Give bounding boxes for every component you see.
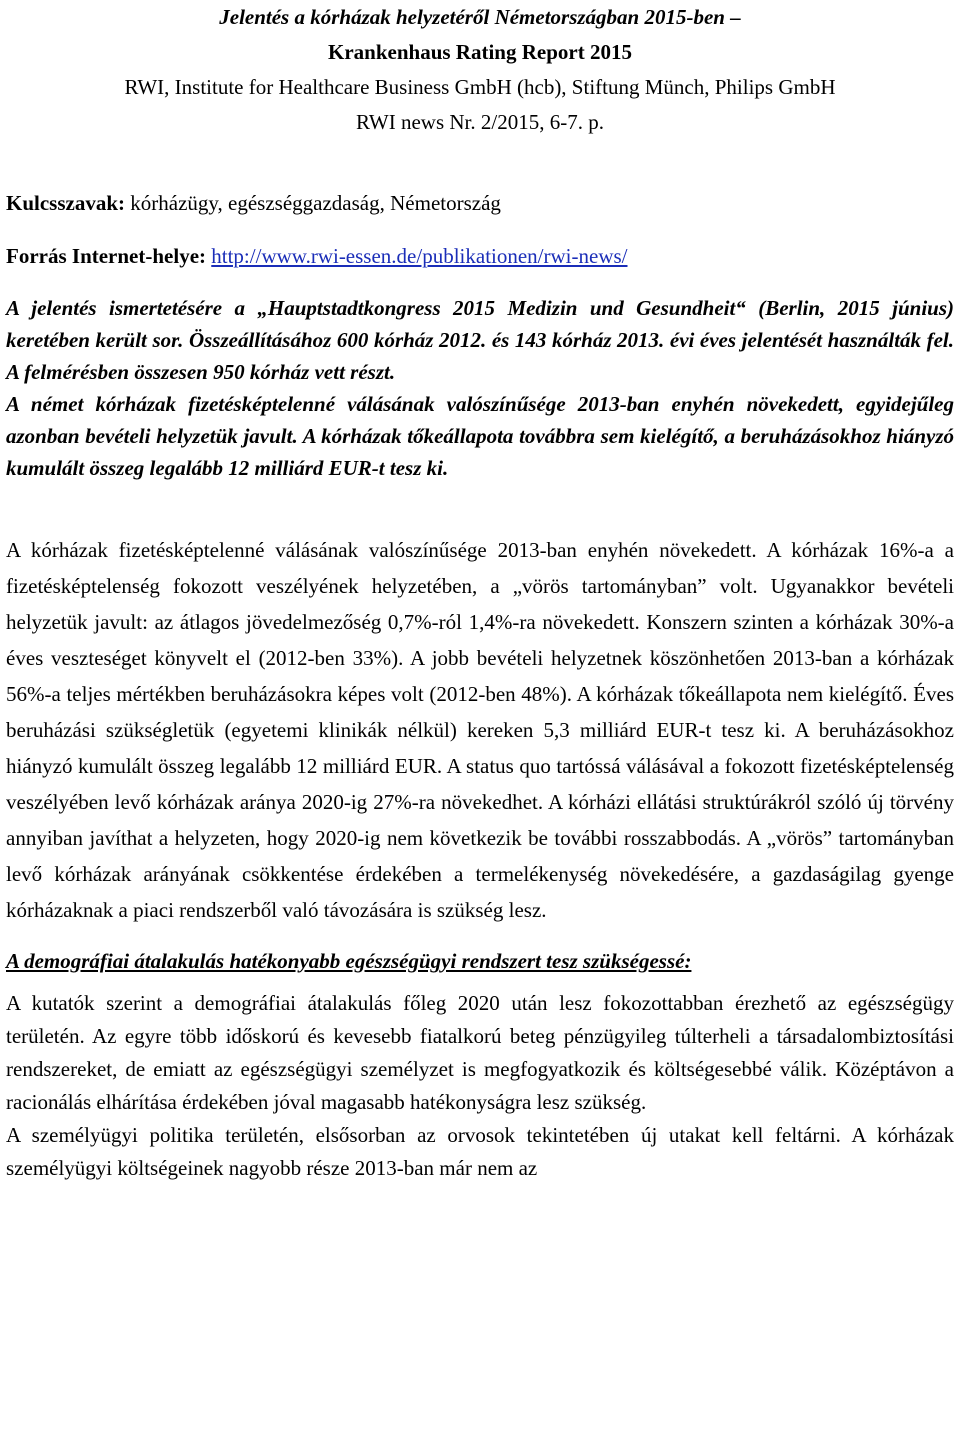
report-name: Krankenhaus Rating Report 2015 [328, 40, 632, 64]
main-text [6, 532, 954, 928]
document-header [6, 0, 954, 140]
document-page [6, 0, 954, 1185]
body-paragraph: A kórházak fizetésképtelenné válásának valószínűsége 2013-ban enyhén növekedett. A kórházak 16%-a a fizetésképtelenség fokozott veszélyének helyzetében, a „vörös tartományban” volt. Ugyanakkor bevételi helyzetük javult: az átlagos jövedelmezőség 0,7%-ról 1,4%-ra növekedett. Konszern szinten a kórházak 30%-a éves veszteséget könyvelt el (2012-ben 33%). A jobb bevételi helyzetnek köszönhetően 2013-ban a kórházak 56%-a teljes mértékben beruházásokra képes volt (2012-ben 48%). A kórházak tőkeállapota nem kielégítő. Éves beruházási szükségletük (egyetemi klinikák nélkül) kereken 5,3 milliárd EUR-t tesz ki. A beruházásokhoz hiányzó kumulált összeg legalább 12 milliárd EUR. A status quo tartóssá válásával a fokozott fizetésképtelenség veszélyében levő kórházak aránya 2020-ig 27%-ra növekedhet. A kórházi ellátási struktúrákról szóló új törvény annyiban javíthat a helyzeten, hogy 2020-ig nem következik be további rosszabbodás. A „vörös” tartományban levő kórházak arányának csökkentése érdekében a termelékenység növekedésére, a gazdaságilag gyenge kórházaknak a piaci rendszerből való távozására is szükség lesz. [6, 538, 954, 922]
keywords-value: kórházügy, egészséggazdaság, Németország [125, 191, 501, 215]
abstract-paragraph: A német kórházak fizetésképtelenné válásának valószínűsége 2013-ban enyhén növekedett, egyidejűleg azonban bevételi helyzetük javult. A kórházak tőkeállapota továbbra sem kielégítő, a beruházásokhoz hiányzó kumulált összeg legalább 12 milliárd EUR-t tesz ki. [6, 392, 954, 480]
keywords-line [6, 186, 954, 221]
section-heading: A demográfiai átalakulás hatékonyabb egészségügyi rendszert tesz szükségessé: [6, 949, 692, 973]
source-line [6, 239, 954, 274]
body-paragraph: A személyügyi politika területén, elsősorban az orvosok tekintetében új utakat kell feltárni. A kórházak személyügyi költségeinek nagyobb része 2013-ban már nem az [6, 1123, 954, 1180]
body-paragraph: A kutatók szerint a demográfiai átalakulás főleg 2020 után lesz fokozottabban érezhető az egészségügy területén. Az egyre több időskorú és kevesebb fiatalkorú beteg pénzügyileg túlterheli a társadalombiztosítási rendszereket, de emiatt az egészségügyi személyzet is megfogyatkozik és költségesebbé válik. Középtávon a racionálás elhárítása érdekében jóval magasabb hatékonyságra lesz szükség. [6, 991, 954, 1114]
section-text [6, 987, 954, 1185]
abstract-paragraph: A jelentés ismertetésére a „Hauptstadtkongress 2015 Medizin und Gesundheit“ (Berlin, 2015 június) keretében került sor. Összeállításához 600 kórház 2012. és 143 kórház 2013. évi éves jelentését használták fel. A felmérésben összesen 950 kórház vett részt. [6, 296, 954, 384]
abstract [6, 292, 954, 484]
spacer [6, 140, 954, 186]
source-link[interactable]: http://www.rwi-essen.de/publikationen/rwi-news/ [211, 244, 628, 268]
keywords-label: Kulcsszavak: [6, 191, 126, 215]
document-title: Jelentés a kórházak helyzetéről Németországban 2015-ben – [219, 5, 741, 29]
publisher-line: RWI, Institute for Healthcare Business GmbH (hcb), Stiftung Münch, Philips GmbH [124, 75, 836, 99]
citation-line: RWI news Nr. 2/2015, 6-7. p. [356, 110, 604, 134]
source-label: Forrás Internet-helye: [6, 244, 207, 268]
